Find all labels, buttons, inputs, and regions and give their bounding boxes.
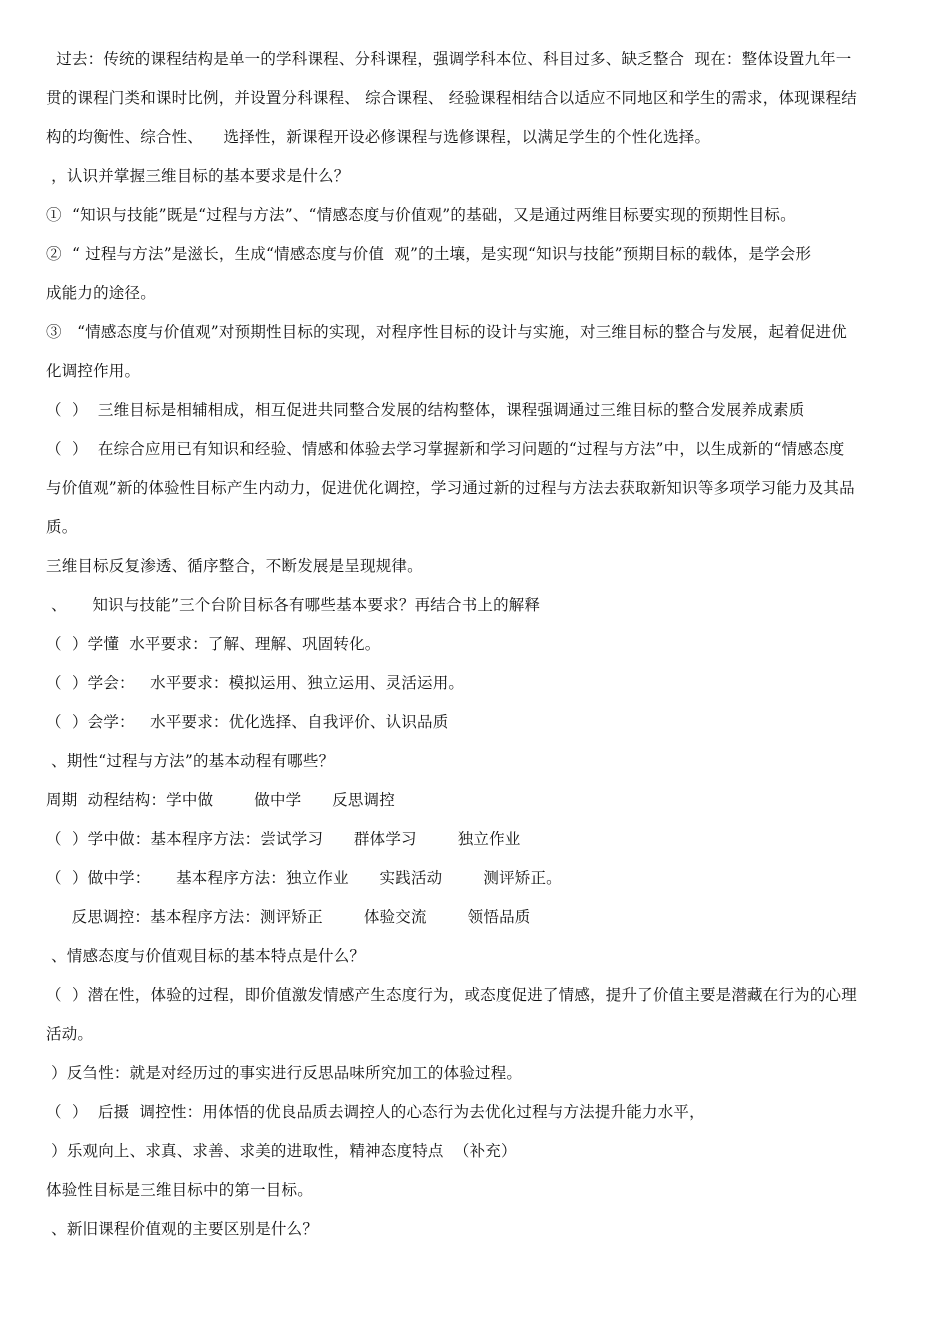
paragraph-line: 贯的课程门类和课时比例，并设置分科课程、 综合课程、 经验课程相结合以适应不同地区和学生的需求，体现课程结: [46, 89, 857, 107]
list-item: （ ）做中学： 基本程序方法：独立作业 实践活动 测评矫正。: [46, 869, 562, 887]
document-page: [46, 40, 912, 1249]
list-item: ）乐观向上、求真、求善、求美的进取性，精神态度特点 （补充）: [46, 1142, 517, 1160]
paragraph-line: 体验性目标是三维目标中的第一目标。: [46, 1181, 313, 1199]
list-item: 反思调控：基本程序方法：测评矫正 体验交流 领悟品质: [46, 908, 531, 926]
list-item: （ ）学懂 水平要求：了解、理解、巩固转化。: [46, 635, 381, 653]
list-item: （ ）会学： 水平要求：优化选择、自我评价、认识品质: [46, 713, 449, 731]
paragraph-line: 与价值观”新的体验性目标产生内动力，促进优化调控，学习通过新的过程与方法去获取新知识等多项学习能力及其品: [46, 479, 855, 497]
question-heading: 、情感态度与价值观目标的基本特点是什么？: [46, 947, 366, 965]
list-item: ）反刍性：就是对经历过的事实进行反思品味所究加工的体验过程。: [46, 1064, 523, 1082]
paragraph-line: 过去：传统的课程结构是单一的学科课程、分科课程，强调学科本位、科目过多、缺乏整合 现在：整体设置九年一: [46, 50, 852, 68]
list-item: （ ）学中做：基本程序方法：尝试学习 群体学习 独立作业: [46, 830, 521, 848]
list-item: ① “知识与技能”既是“过程与方法”、“情感态度与价值观”的基础，又是通过两维目标要实现的预期性目标。: [46, 206, 796, 224]
list-item: （ ） 在综合应用已有知识和经验、情感和体验去学习掌握新和学习问题的“过程与方法”中，以生成新的“情感态度: [46, 440, 845, 458]
paragraph-line: 周期 动程结构：学中做 做中学 反思调控: [46, 791, 395, 809]
paragraph-line: 构的均衡性、综合性、 选择性，新课程开设必修课程与选修课程，以满足学生的个性化选择。: [46, 128, 711, 146]
list-item: （ ） 三维目标是相辅相成，相互促进共同整合发展的结构整体，课程强调通过三维目标的整合发展养成素质: [46, 401, 805, 419]
paragraph-line: 化调控作用。: [46, 362, 141, 380]
paragraph-line: 成能力的途径。: [46, 284, 156, 302]
question-heading: ，认识并掌握三维目标的基本要求是什么？: [46, 167, 350, 185]
question-heading: 、期性“过程与方法”的基本动程有哪些？: [46, 752, 335, 770]
list-item: （ ）潜在性，体验的过程，即价值激发情感产生态度行为，或态度促进了情感，提升了价值主要是潜藏在行为的心理: [46, 986, 857, 1004]
list-item: ② “ 过程与方法”是滋长，生成“情感态度与价值 观”的土壤，是实现“知识与技能”预期目标的载体，是学会形: [46, 245, 812, 263]
paragraph-line: 活动。: [46, 1025, 94, 1043]
list-item: （ ） 后摄 调控性：用体悟的优良品质去调控人的心态行为去优化过程与方法提升能力水平，: [46, 1103, 705, 1121]
question-heading: 、 知识与技能”三个台阶目标各有哪些基本要求？再结合书上的解释: [46, 596, 541, 614]
list-item: ③ “情感态度与价值观”对预期性目标的实现，对程序性目标的设计与实施，对三维目标的整合与发展，起着促进优: [46, 323, 847, 341]
question-heading: 、新旧课程价值观的主要区别是什么？: [46, 1220, 319, 1238]
paragraph-line: 三维目标反复渗透、循序整合，不断发展是呈现规律。: [46, 557, 423, 575]
paragraph-line: 质。: [46, 518, 78, 536]
list-item: （ ）学会： 水平要求：模拟运用、独立运用、灵活运用。: [46, 674, 465, 692]
